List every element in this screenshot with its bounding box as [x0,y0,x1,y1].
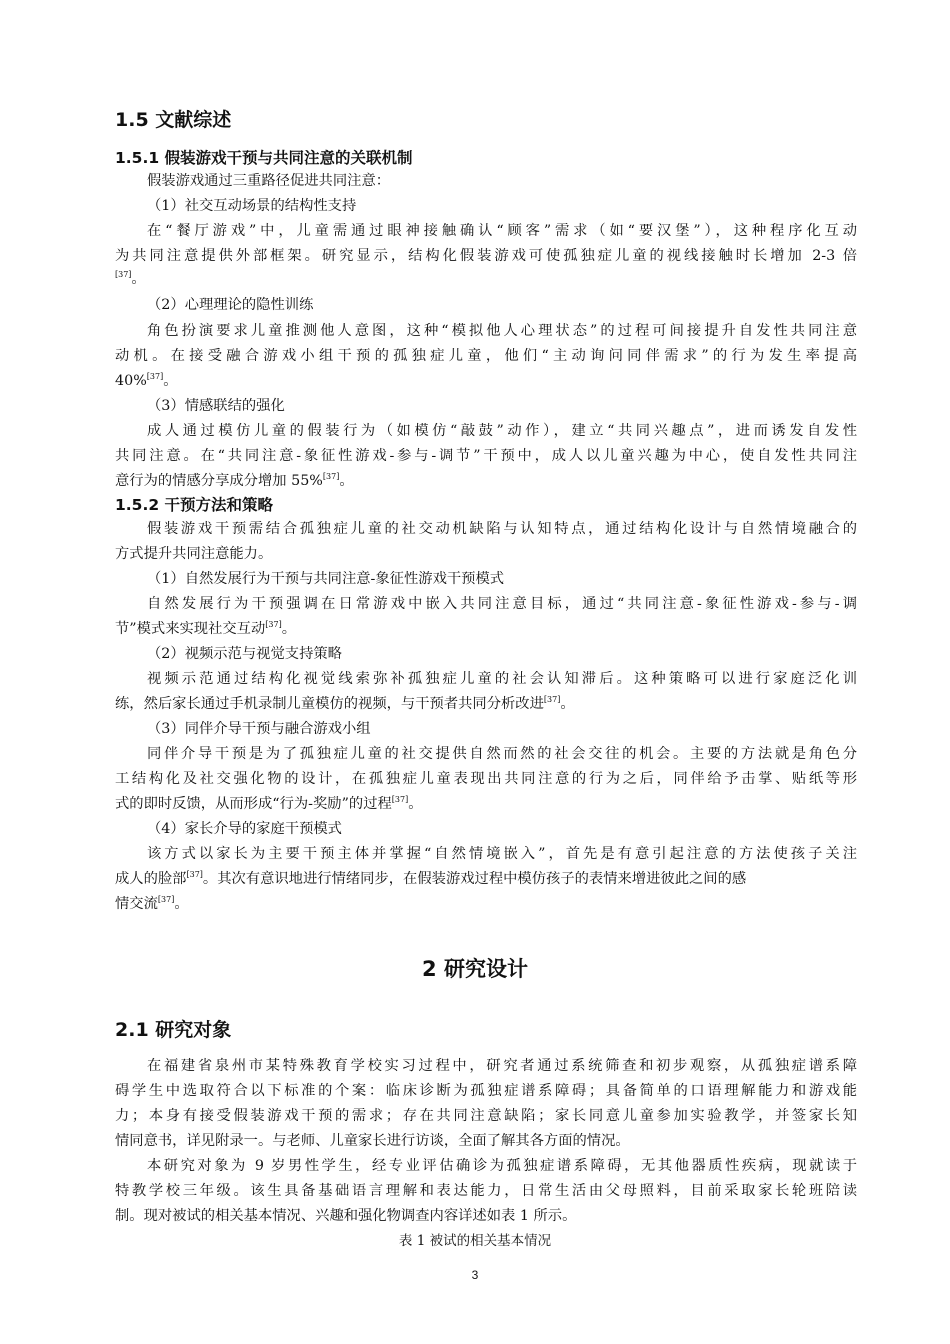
paragraph-line: [37]。 [115,270,146,287]
list-item-heading: （1）自然发展行为干预与共同注意-象征性游戏干预模式 [147,571,505,587]
paragraph-line: 节”模式来实现社交互动[37]。 [115,620,296,637]
paragraph-line: 工结构化及社交强化物的设计，在孤独症儿童表现出共同注意的行为之后，同伴给予击掌、贴纸等形 [115,771,857,787]
paragraph-line: 情交流[37]。 [115,895,189,912]
subsection-heading: 1.5.1 假装游戏干预与共同注意的关联机制 [115,149,413,167]
chapter-heading: 2 研究设计 [422,957,528,981]
citation: [37] [265,620,282,629]
citation: [37] [186,870,203,879]
citation: [37] [322,472,340,481]
paragraph-line: 动机。在接受融合游戏小组干预的孤独症儿童，他们“主动询问同伴需求”的行为发生率提高 [115,348,857,364]
paragraph-line: 式的即时反馈，从而形成“行为-奖励”的过程[37]。 [115,795,423,812]
list-item-heading: （2）视频示范与视觉支持策略 [147,646,342,662]
paragraph-line: 成人的脸部[37]。其次有意识地进行情绪同步，在假装游戏过程中模仿孩子的表情来增进彼此之间的感 [115,870,747,887]
paragraph-line: 共同注意。在“共同注意-象征性游戏-参与-调节”干预中，成人以儿童兴趣为中心，使自发性共同注 [115,448,857,464]
paragraph-line: 自然发展行为干预强调在日常游戏中嵌入共同注意目标，通过“共同注意-象征性游戏-参与-调 [147,596,857,612]
paragraph-line: 40%[37]。 [115,372,178,389]
paragraph-line: 在“餐厅游戏”中，儿童需通过眼神接触确认“顾客”需求（如“要汉堡”），这种程序化互动 [147,223,857,239]
paragraph-line: 假装游戏通过三重路径促进共同注意： [147,173,391,189]
list-item-heading: （3）同伴介导干预与融合游戏小组 [147,721,371,737]
citation: [37] [391,795,409,804]
list-item-heading: （4）家长介导的家庭干预模式 [147,821,342,837]
citation: [37] [157,895,175,904]
list-item-heading: （2）心理理论的隐性训练 [147,297,314,313]
paragraph-line: 在福建省泉州市某特殊教育学校实习过程中，研究者通过系统筛查和初步观察，从孤独症谱系障 [147,1058,857,1074]
paragraph-line: 假装游戏干预需结合孤独症儿童的社交动机缺陷与认知特点，通过结构化设计与自然情境融合的 [147,521,857,537]
citation: [37] [543,695,561,704]
paragraph-line: 角色扮演要求儿童推测他人意图，这种“模拟他人心理状态”的过程可间接提升自发性共同注意 [147,323,857,339]
page-number: 3 [471,1268,479,1282]
paragraph-line: 碍学生中选取符合以下标准的个案：临床诊断为孤独症谱系障碍；具备简单的口语理解能力和游戏能 [115,1083,857,1099]
paragraph-line: 力；本身有接受假装游戏干预的需求；存在共同注意缺陷；家长同意儿童参加实验教学，并签家长知 [115,1108,857,1124]
paragraph-line: 同伴介导干预是为了孤独症儿童的社交提供自然而然的社会交往的机会。主要的方法就是角色分 [147,746,857,762]
list-item-heading: （1）社交互动场景的结构性支持 [147,198,357,214]
paragraph-line: 成人通过模仿儿童的假装行为（如模仿“敲鼓”动作），建立“共同兴趣点”，进而诱发自发性 [147,423,857,439]
paragraph-line: 制。现对被试的相关基本情况、兴趣和强化物调查内容详述如表 1 所示。 [115,1208,577,1224]
paragraph-line: 情同意书，详见附录一。与老师、儿童家长进行访谈，全面了解其各方面的情况。 [115,1133,630,1149]
paragraph-line: 方式提升共同注意能力。 [115,546,273,562]
section-heading: 1.5 文献综述 [115,109,232,131]
table-caption: 表 1 被试的相关基本情况 [398,1233,552,1249]
paragraph-line: 练，然后家长通过手机录制儿童模仿的视频，与干预者共同分析改进[37]。 [115,695,575,712]
list-item-heading: （3）情感联结的强化 [147,398,285,414]
paragraph-line: 视频示范通过结构化视觉线索弥补孤独症儿童的社会认知滞后。这种策略可以进行家庭泛化训 [147,671,857,687]
paragraph-line: 为共同注意提供外部框架。研究显示，结构化假装游戏可使孤独症儿童的视线接触时长增加 2-3 倍 [115,248,857,264]
citation: [37] [146,372,164,381]
section-heading: 2.1 研究对象 [115,1019,232,1041]
citation: [37] [115,270,132,279]
paragraph-line: 意行为的情感分享成分增加 55%[37]。 [115,472,354,489]
paragraph-line: 本研究对象为 9 岁男性学生，经专业评估确诊为孤独症谱系障碍，无其他器质性疾病，现就读于 [147,1158,857,1174]
paragraph-line: 特教学校三年级。该生具备基础语言理解和表达能力，日常生活由父母照料，目前采取家长轮班陪读 [115,1183,857,1199]
paragraph-line: 该方式以家长为主要干预主体并掌握“自然情境嵌入”，首先是有意引起注意的方法使孩子关注 [147,846,857,862]
subsection-heading: 1.5.2 干预方法和策略 [115,496,274,514]
